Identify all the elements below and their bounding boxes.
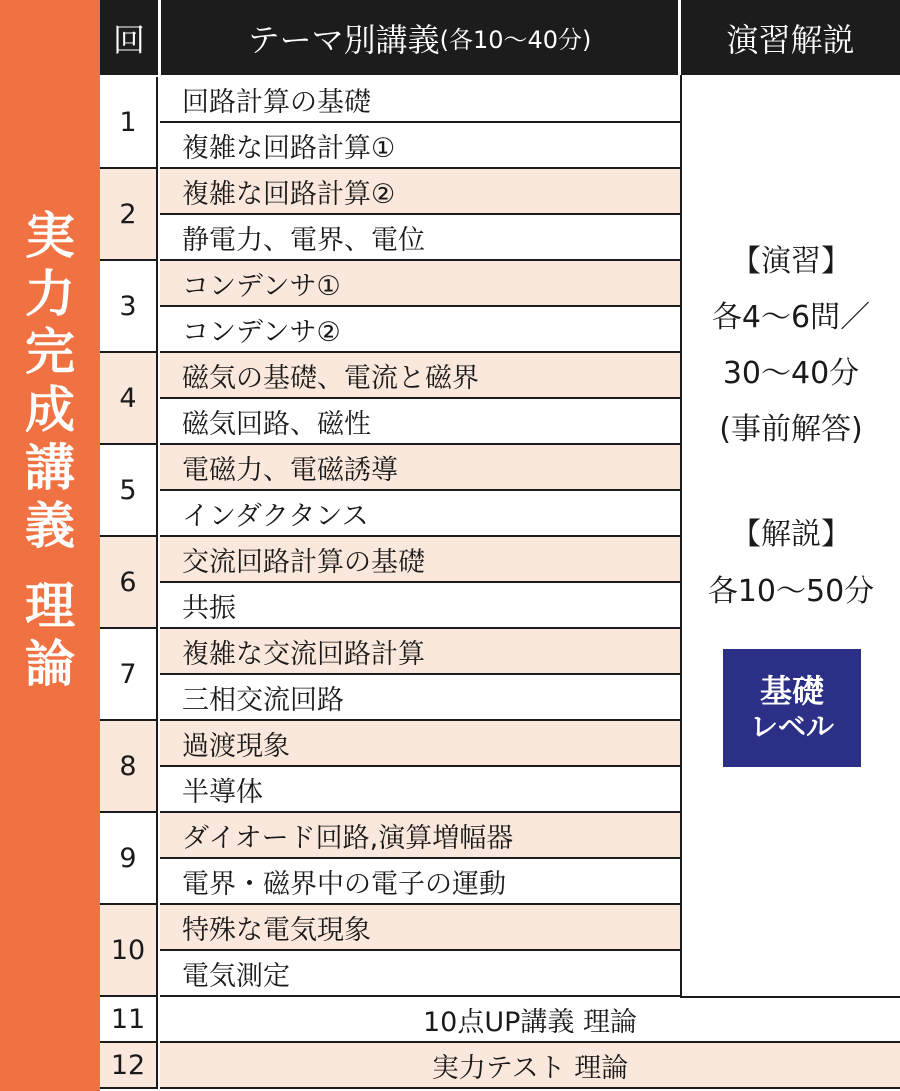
sidebar-title-char: 成 bbox=[25, 381, 75, 439]
practice-line-1: 各4〜6問／ bbox=[711, 300, 871, 335]
extra-round-title: 10点UP講義 理論 bbox=[160, 997, 900, 1043]
header-exercise bbox=[681, 0, 900, 75]
explain-line-1: 各10〜50分 bbox=[707, 574, 875, 609]
header-round-label: 回 bbox=[112, 20, 145, 59]
practice-line-3: (事前解答) bbox=[719, 412, 863, 447]
level-badge-line-2: レベル bbox=[749, 710, 834, 744]
round-number: 12 bbox=[100, 1043, 158, 1089]
header-theme-note: (各10〜40分) bbox=[439, 26, 592, 54]
level-badge bbox=[723, 649, 861, 767]
sidebar-subject-char: 論 bbox=[25, 635, 75, 693]
explain-heading: 【解説】 bbox=[731, 517, 851, 552]
header-round bbox=[100, 0, 158, 75]
round-number: 6 bbox=[100, 537, 158, 629]
topic-cell: 複雑な回路計算① bbox=[160, 123, 680, 169]
topic-cell: 複雑な回路計算② bbox=[160, 169, 680, 215]
topic-cell: 磁気回路、磁性 bbox=[160, 399, 680, 445]
round-number: 5 bbox=[100, 445, 158, 537]
topic-cell: 静電力、電界、電位 bbox=[160, 215, 680, 261]
topic-cell: 複雑な交流回路計算 bbox=[160, 629, 680, 675]
round-number: 4 bbox=[100, 353, 158, 445]
round-number: 8 bbox=[100, 721, 158, 813]
round-number: 11 bbox=[100, 997, 158, 1043]
topic-cell: 交流回路計算の基礎 bbox=[160, 537, 680, 583]
level-badge-line-1: 基礎 bbox=[759, 672, 824, 710]
exercise-column bbox=[680, 75, 900, 998]
sidebar-title-char: 講 bbox=[25, 439, 75, 497]
sidebar-title-char: 力 bbox=[25, 265, 75, 323]
sidebar-title-char: 完 bbox=[25, 323, 75, 381]
topic-cell: 半導体 bbox=[160, 767, 680, 813]
sidebar-banner bbox=[0, 0, 100, 1091]
topic-cell: 電気測定 bbox=[160, 951, 680, 997]
course-table bbox=[100, 0, 900, 1091]
sidebar-title-char: 義 bbox=[25, 497, 75, 555]
practice-line-2: 30〜40分 bbox=[722, 356, 860, 391]
round-number: 1 bbox=[100, 77, 158, 169]
topic-cell: 特殊な電気現象 bbox=[160, 905, 680, 951]
topic-cell: 共振 bbox=[160, 583, 680, 629]
topic-cell: 電磁力、電磁誘導 bbox=[160, 445, 680, 491]
round-number: 9 bbox=[100, 813, 158, 905]
round-number: 2 bbox=[100, 169, 158, 261]
topic-cell: ダイオード回路,演算増幅器 bbox=[160, 813, 680, 859]
topic-cell: 磁気の基礎、電流と磁界 bbox=[160, 353, 680, 399]
topic-cell: 過渡現象 bbox=[160, 721, 680, 767]
extra-round-title: 実力テスト 理論 bbox=[160, 1043, 900, 1089]
topic-cell: コンデンサ② bbox=[160, 307, 680, 353]
header-exercise-label: 演習解説 bbox=[726, 20, 855, 59]
round-number: 7 bbox=[100, 629, 158, 721]
practice-heading: 【演習】 bbox=[731, 244, 851, 279]
header-theme bbox=[161, 0, 678, 75]
sidebar-title-char: 実 bbox=[25, 207, 75, 265]
topic-cell: 三相交流回路 bbox=[160, 675, 680, 721]
header-theme-label: テーマ別講義 bbox=[247, 20, 440, 59]
round-number: 3 bbox=[100, 261, 158, 353]
topic-cell: インダクタンス bbox=[160, 491, 680, 537]
topic-cell: 電界・磁界中の電子の運動 bbox=[160, 859, 680, 905]
sidebar-subject-char: 理 bbox=[25, 577, 75, 635]
topic-cell: コンデンサ① bbox=[160, 261, 680, 307]
topic-cell: 回路計算の基礎 bbox=[160, 77, 680, 123]
round-number: 10 bbox=[100, 905, 158, 997]
